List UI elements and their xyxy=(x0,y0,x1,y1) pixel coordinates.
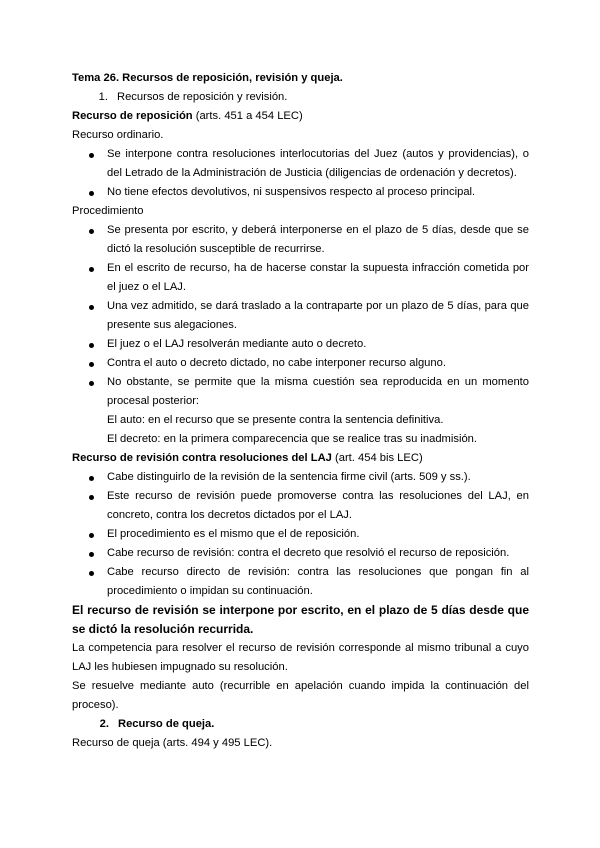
list-item: Una vez admitido, se dará traslado a la contraparte por un plazo de 5 días, para que presente sus alegaciones. xyxy=(72,297,529,335)
list-item: Cabe recurso de revisión: contra el decreto que resolvió el recurso de reposición. xyxy=(72,544,529,563)
list-item: Se interpone contra resoluciones interlocutorias del Juez (autos y providencias), o del Letrado de la Administración de Justicia (diligencias de ordenación y decretos). xyxy=(72,145,529,183)
bullet-icon xyxy=(89,381,94,386)
bullet-icon xyxy=(89,153,94,158)
bullet-icon xyxy=(89,476,94,481)
bullet-icon xyxy=(89,267,94,272)
auto-line: El auto: en el recurso que se presente contra la sentencia definitiva. xyxy=(107,414,444,426)
topic-title: Tema 26. Recursos de reposición, revisión y queja. xyxy=(72,72,343,84)
list-item: Contra el auto o decreto dictado, no cabe interponer recurso alguno. xyxy=(72,354,529,373)
decreto-line: El decreto: en la primera comparecencia que se realice tras su inadmisión. xyxy=(107,433,477,445)
list-item: Cabe distinguirlo de la revisión de la sentencia firme civil (arts. 509 y ss.). xyxy=(72,468,529,487)
resolucion-paragraph: Se resuelve mediante auto (recurrible en apelación cuando impida la continuación del proceso). xyxy=(72,680,529,711)
list-item: Cabe recurso directo de revisión: contra las resoluciones que pongan fin al procedimiento o impidan su continuación. xyxy=(72,563,529,601)
competencia-paragraph: La competencia para resolver el recurso de revisión corresponde al mismo tribunal a cuyo LAJ les hubiesen impugnado su resolución. xyxy=(72,642,529,673)
list-item: En el escrito de recurso, ha de hacerse constar la supuesta infracción cometida por el juez o el LAJ. xyxy=(72,259,529,297)
section-number: 2. xyxy=(99,718,109,730)
section-2-heading xyxy=(72,715,529,734)
list-item: El juez o el LAJ resolverán mediante auto o decreto. xyxy=(72,335,529,354)
bullet-icon xyxy=(89,343,94,348)
bullet-icon xyxy=(89,552,94,557)
list-item: Este recurso de revisión puede promoverse contra las resoluciones del LAJ, en concreto, contra los decretos dictados por el LAJ. xyxy=(72,487,529,525)
revision-bold-paragraph: El recurso de revisión se interpone por escrito, en el plazo de 5 días desde que se dictó la resolución recurrida. xyxy=(72,603,529,636)
bullet-icon xyxy=(89,362,94,367)
revision-heading: Recurso de revisión contra resoluciones del LAJ (art. 454 bis LEC) xyxy=(72,452,423,464)
queja-paragraph: Recurso de queja (arts. 494 y 495 LEC). xyxy=(72,737,273,749)
list-item: No tiene efectos devolutivos, ni suspensivos respecto al proceso principal. xyxy=(72,183,529,202)
section-number: 1. xyxy=(98,91,108,103)
list-item: No obstante, se permite que la misma cuestión sea reproducida en un momento procesal posterior: xyxy=(72,373,529,411)
section-1-heading xyxy=(72,88,529,107)
list-item: El procedimiento es el mismo que el de reposición. xyxy=(72,525,529,544)
section-label: Recursos de reposición y revisión. xyxy=(117,91,288,103)
section-label: Recurso de queja. xyxy=(118,718,215,730)
bullet-icon xyxy=(89,229,94,234)
list-item: Se presenta por escrito, y deberá interponerse en el plazo de 5 días, desde que se dictó la resolución susceptible de recurrirse. xyxy=(72,221,529,259)
procedimiento-label: Procedimiento xyxy=(72,205,144,217)
bullet-icon xyxy=(89,191,94,196)
bullet-icon xyxy=(89,305,94,310)
bullet-icon xyxy=(89,571,94,576)
bullet-icon xyxy=(89,495,94,500)
reposicion-heading: Recurso de reposición (arts. 451 a 454 LEC) xyxy=(72,110,303,122)
bullet-icon xyxy=(89,533,94,538)
reposicion-subtitle: Recurso ordinario. xyxy=(72,129,164,141)
document-body xyxy=(72,69,529,753)
